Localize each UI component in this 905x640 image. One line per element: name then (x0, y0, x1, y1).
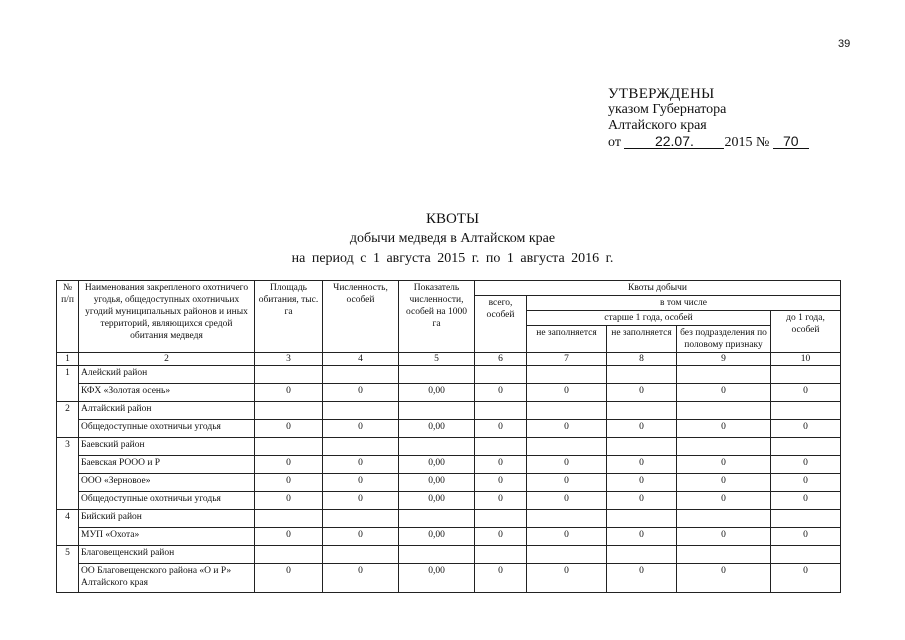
approval-date: 22.07. (624, 134, 724, 149)
value-cell: 0 (677, 456, 771, 474)
column-number: 7 (527, 353, 607, 366)
empty-cell (475, 510, 527, 528)
value-cell: 0,00 (399, 492, 475, 510)
value-cell: 0 (255, 492, 323, 510)
value-cell: 0 (771, 384, 841, 402)
empty-cell (475, 438, 527, 456)
empty-cell (527, 438, 607, 456)
empty-cell (677, 546, 771, 564)
empty-cell (323, 438, 399, 456)
value-cell: 0 (475, 492, 527, 510)
approval-number: 70 (773, 134, 809, 149)
value-cell: 0 (323, 474, 399, 492)
header-including: в том числе (527, 296, 841, 311)
row-number: 5 (57, 546, 79, 593)
value-cell: 0 (607, 420, 677, 438)
value-cell: 0 (323, 528, 399, 546)
empty-cell (323, 366, 399, 384)
value-cell: 0 (677, 420, 771, 438)
value-cell: 0 (607, 474, 677, 492)
value-cell: 0 (527, 456, 607, 474)
value-cell: 0 (527, 420, 607, 438)
column-number: 2 (79, 353, 255, 366)
value-cell: 0,00 (399, 474, 475, 492)
value-cell: 0,00 (399, 456, 475, 474)
empty-cell (607, 402, 677, 420)
approval-prefix: от (608, 135, 621, 150)
empty-cell (527, 546, 607, 564)
value-cell: 0 (607, 528, 677, 546)
document-period: на период с 1 августа 2015 г. по 1 августа 2016 г. (291, 251, 614, 266)
approval-heading: УТВЕРЖДЕНЫ (608, 86, 715, 102)
value-cell: 0 (475, 384, 527, 402)
empty-cell (255, 510, 323, 528)
empty-cell (677, 402, 771, 420)
column-number-row (57, 353, 841, 366)
value-cell: 0 (771, 456, 841, 474)
empty-cell (255, 366, 323, 384)
value-cell: 0 (475, 456, 527, 474)
header-no-gender: без подразделения по половому признаку (677, 326, 771, 353)
empty-cell (475, 366, 527, 384)
document-subtitle: добычи медведя в Алтайском крае (349, 231, 556, 246)
empty-cell (399, 546, 475, 564)
region-row (57, 366, 841, 384)
empty-cell (607, 546, 677, 564)
region-name: Благовещенский район (79, 546, 255, 564)
value-cell: 0 (255, 528, 323, 546)
entity-name: Общедоступные охотничьи угодья (79, 492, 255, 510)
value-cell: 0 (771, 420, 841, 438)
value-cell: 0 (255, 564, 323, 593)
approval-year: 2015 № (724, 135, 770, 150)
header-area: Площадь обитания, тыс. га (255, 281, 323, 353)
column-number: 5 (399, 353, 475, 366)
entity-name: Баевская РООО и Р (79, 456, 255, 474)
empty-cell (677, 510, 771, 528)
region-name: Баевский район (79, 438, 255, 456)
entity-name: КФХ «Золотая осень» (79, 384, 255, 402)
header-total: всего, особей (475, 296, 527, 353)
approval-block (608, 86, 809, 151)
empty-cell (771, 366, 841, 384)
header-density: Показатель численности, особей на 1000 га (399, 281, 475, 353)
empty-cell (323, 402, 399, 420)
value-cell: 0 (771, 474, 841, 492)
empty-cell (771, 402, 841, 420)
header-number: № п/п (57, 281, 79, 353)
empty-cell (255, 438, 323, 456)
empty-cell (255, 402, 323, 420)
value-cell: 0 (527, 384, 607, 402)
empty-cell (399, 402, 475, 420)
table-row (57, 474, 841, 492)
region-row (57, 438, 841, 456)
column-number: 4 (323, 353, 399, 366)
empty-cell (527, 510, 607, 528)
value-cell: 0 (323, 456, 399, 474)
value-cell: 0 (255, 420, 323, 438)
table-row (57, 564, 841, 593)
value-cell: 0 (475, 528, 527, 546)
value-cell: 0 (677, 492, 771, 510)
value-cell: 0 (475, 564, 527, 593)
value-cell: 0 (771, 564, 841, 593)
value-cell: 0 (255, 474, 323, 492)
empty-cell (323, 546, 399, 564)
value-cell: 0,00 (399, 420, 475, 438)
row-number: 1 (57, 366, 79, 402)
value-cell: 0 (677, 564, 771, 593)
table-row (57, 384, 841, 402)
empty-cell (771, 546, 841, 564)
page-number: 39 (838, 38, 851, 50)
value-cell: 0 (527, 474, 607, 492)
value-cell: 0,00 (399, 528, 475, 546)
region-name: Бийский район (79, 510, 255, 528)
table-row (57, 492, 841, 510)
value-cell: 0 (607, 456, 677, 474)
table-header-row (57, 281, 841, 296)
entity-name: ООО «Зерновое» (79, 474, 255, 492)
empty-cell (399, 510, 475, 528)
value-cell: 0 (323, 492, 399, 510)
approval-date-line (608, 134, 809, 151)
entity-name: Общедоступные охотничьи угодья (79, 420, 255, 438)
value-cell: 0,00 (399, 384, 475, 402)
approval-line-decree: указом Губернатора (608, 102, 727, 117)
header-name: Наименования закрепленого охотничего угодья, общедоступных охотничьих угодий муниципальных районов и иных территорий, являющихся средой обитания медведя (79, 281, 255, 353)
value-cell: 0,00 (399, 564, 475, 593)
empty-cell (607, 510, 677, 528)
header-quotas: Квоты добычи (475, 281, 841, 296)
value-cell: 0 (677, 474, 771, 492)
value-cell: 0 (475, 420, 527, 438)
value-cell: 0 (771, 492, 841, 510)
empty-cell (527, 402, 607, 420)
empty-cell (475, 546, 527, 564)
entity-name: ОО Благовещенского района «О и Р» Алтайского края (79, 564, 255, 593)
column-number: 8 (607, 353, 677, 366)
value-cell: 0 (475, 474, 527, 492)
empty-cell (771, 438, 841, 456)
value-cell: 0 (607, 384, 677, 402)
value-cell: 0 (323, 384, 399, 402)
value-cell: 0 (255, 384, 323, 402)
empty-cell (399, 438, 475, 456)
value-cell: 0 (607, 492, 677, 510)
empty-cell (771, 510, 841, 528)
value-cell: 0 (323, 564, 399, 593)
value-cell: 0 (527, 492, 607, 510)
empty-cell (527, 366, 607, 384)
header-not-filled-1: не заполняется (527, 326, 607, 353)
header-not-filled-2: не заполняется (607, 326, 677, 353)
region-row (57, 402, 841, 420)
empty-cell (677, 366, 771, 384)
row-number: 2 (57, 402, 79, 438)
value-cell: 0 (527, 528, 607, 546)
header-older: старше 1 года, особей (527, 311, 771, 326)
value-cell: 0 (323, 420, 399, 438)
document-title: КВОТЫ (425, 211, 480, 227)
value-cell: 0 (677, 384, 771, 402)
value-cell: 0 (771, 528, 841, 546)
region-row (57, 546, 841, 564)
column-number: 1 (57, 353, 79, 366)
entity-name: МУП «Охота» (79, 528, 255, 546)
quota-table (56, 280, 841, 593)
approval-line-region: Алтайского края (608, 118, 707, 133)
column-number: 6 (475, 353, 527, 366)
region-name: Алейский район (79, 366, 255, 384)
column-number: 9 (677, 353, 771, 366)
column-number: 3 (255, 353, 323, 366)
region-row (57, 510, 841, 528)
empty-cell (475, 402, 527, 420)
empty-cell (399, 366, 475, 384)
table-row (57, 420, 841, 438)
region-name: Алтайский район (79, 402, 255, 420)
table-row (57, 528, 841, 546)
row-number: 4 (57, 510, 79, 546)
header-under-1: до 1 года, особей (771, 311, 841, 353)
column-number: 10 (771, 353, 841, 366)
table-row (57, 456, 841, 474)
empty-cell (255, 546, 323, 564)
row-number: 3 (57, 438, 79, 510)
header-population: Численность, особей (323, 281, 399, 353)
empty-cell (607, 366, 677, 384)
value-cell: 0 (527, 564, 607, 593)
value-cell: 0 (607, 564, 677, 593)
empty-cell (607, 438, 677, 456)
value-cell: 0 (677, 528, 771, 546)
empty-cell (677, 438, 771, 456)
empty-cell (323, 510, 399, 528)
value-cell: 0 (255, 456, 323, 474)
